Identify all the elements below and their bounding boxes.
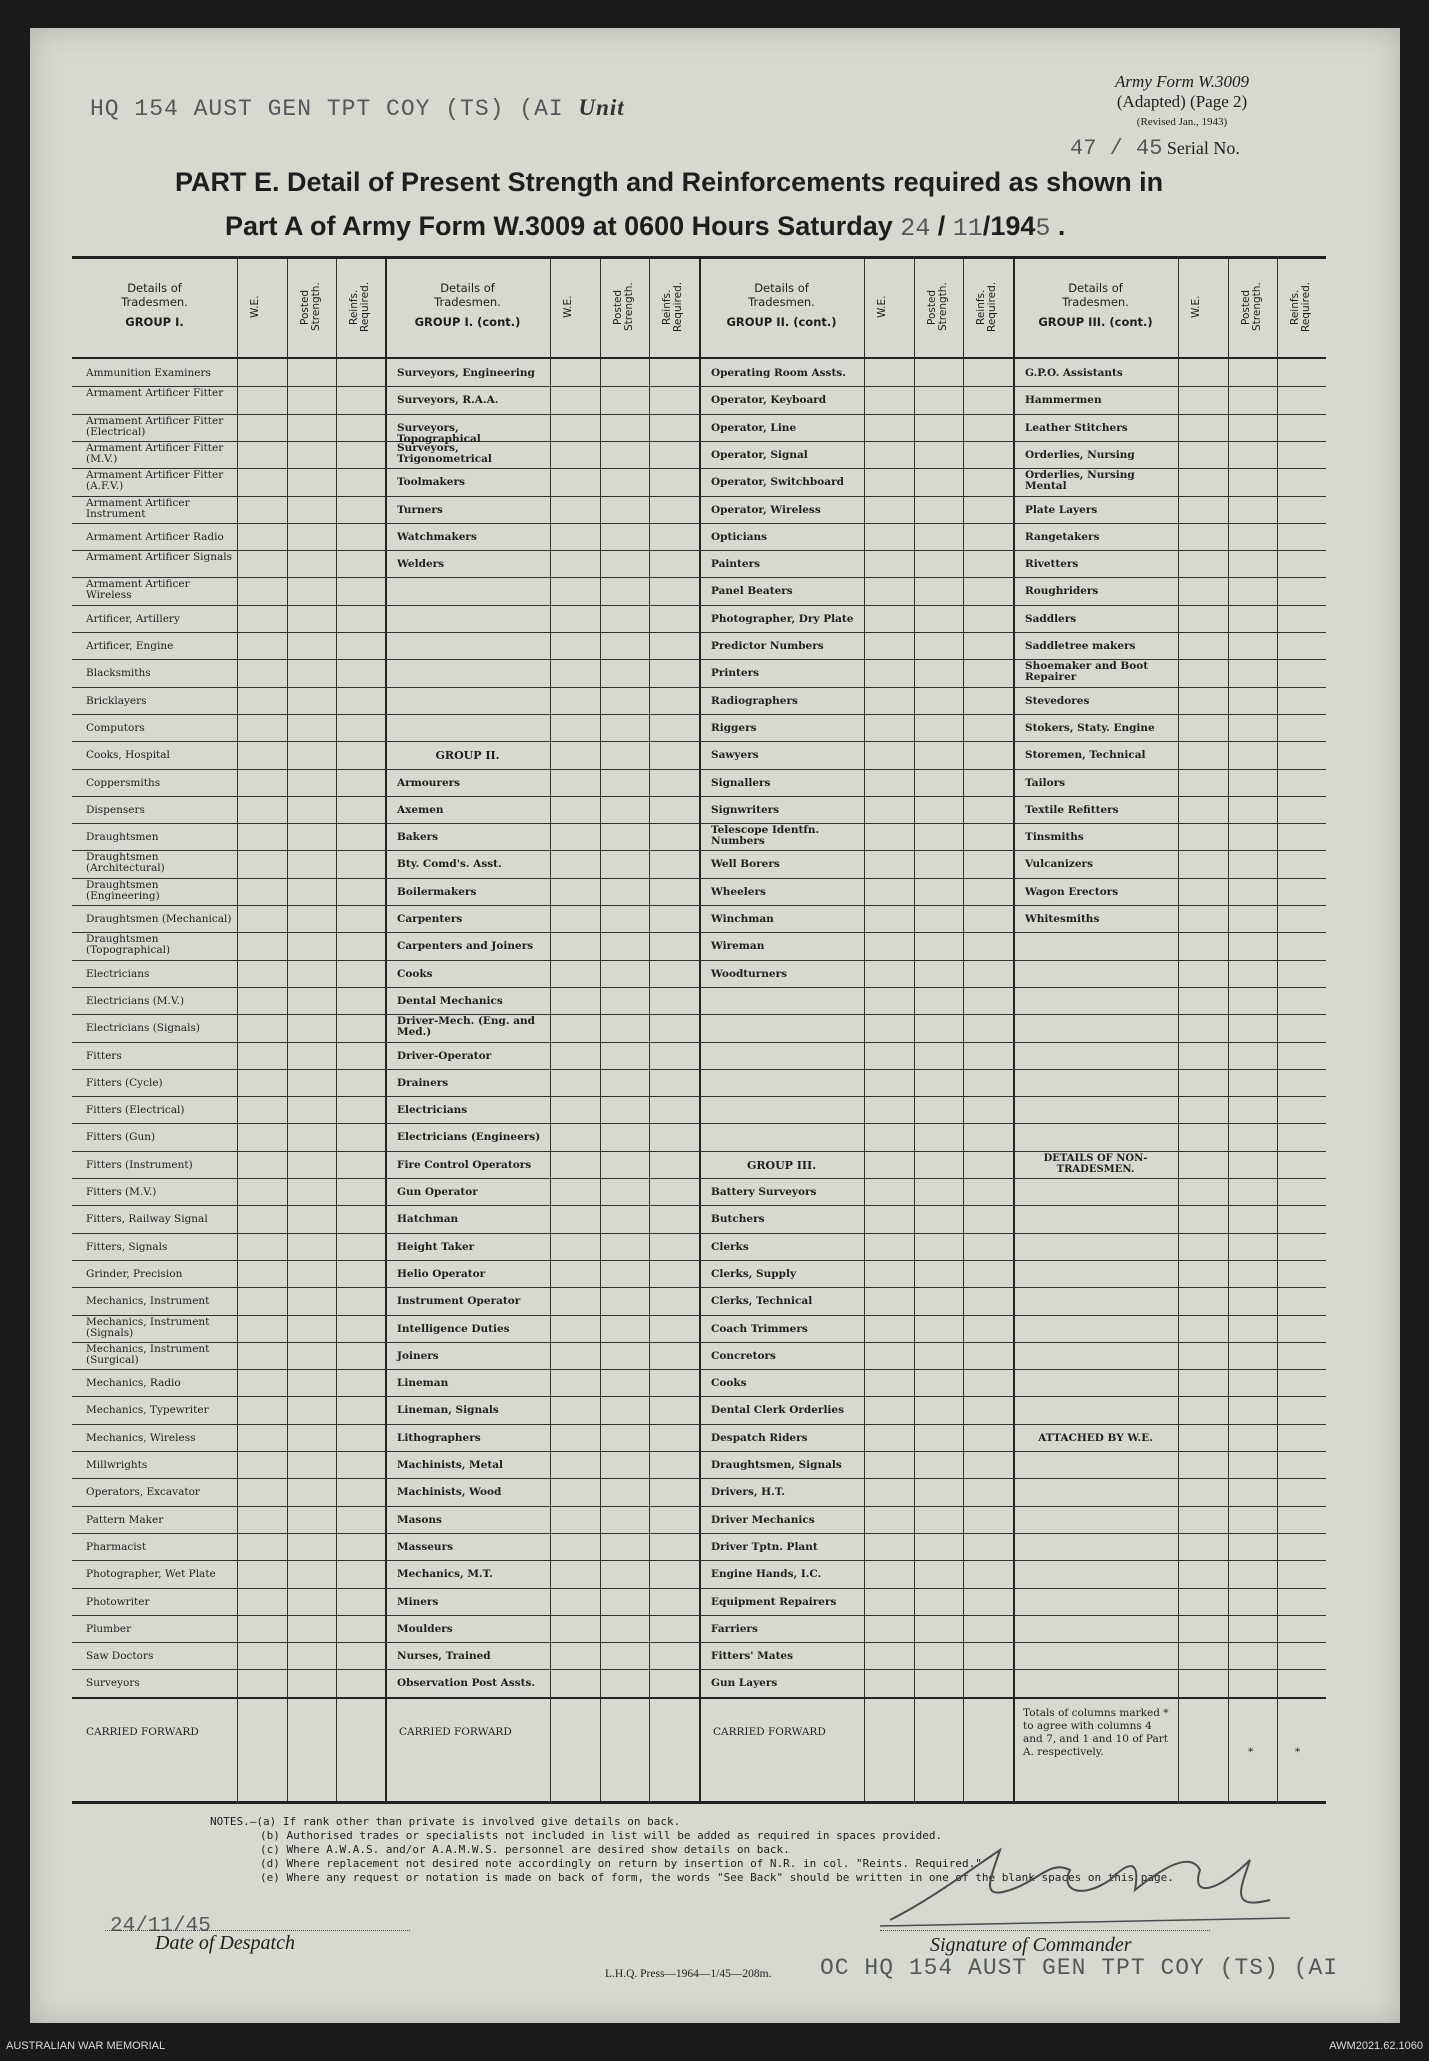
trade-name: Draughtsmen (Topographical) [86,933,171,957]
trade-name: Coach Trimmers [711,1322,808,1335]
trade-name: Helio Operator [397,1267,486,1280]
column-line [864,259,865,1801]
trade-name: Opticians [711,530,768,543]
trade-name: Wheelers [711,885,766,898]
header-reinfs: Reinfs. Required. [974,281,998,333]
unit-label: Unit [578,95,625,120]
row-line [72,468,1326,469]
row-line [72,960,1326,961]
trade-name: Watchmakers [397,530,477,543]
date-year-prefix: 194 [990,211,1036,241]
trade-name: Hammermen [1025,394,1102,407]
column-line [914,259,915,1801]
row-line [72,687,1326,688]
trade-name: Painters [711,558,761,571]
unit-field [90,95,625,122]
column-line [649,259,650,1801]
trade-name: Whitesmiths [1025,913,1100,925]
row-line [72,1342,1326,1343]
trade-name: Hatchman [397,1213,459,1226]
form-adapted: (Adapted) (Page 2) [1116,92,1248,111]
trade-name: Printers [711,667,760,680]
trade-name: Mechanics, Instrument (Surgical) [86,1342,210,1366]
trade-name: Surveyors, R.A.A. [397,394,499,407]
trade-name: Fitters (M.V.) [86,1186,157,1198]
trade-name: Clerks [711,1240,749,1253]
row-line [72,769,1326,770]
row-line [72,1396,1326,1397]
trade-name: Pharmacist [86,1540,147,1553]
trade-name: Mechanics, Instrument [86,1295,210,1308]
header-posted: Posted Strength. [925,282,949,332]
trade-name: Driver Tptn. Plant [711,1540,818,1553]
trade-name: Machinists, Wood [397,1486,502,1499]
trade-name: Operator, Signal [711,448,808,461]
row-line [72,850,1326,851]
trade-name: Mechanics, Typewriter [86,1404,209,1417]
row-line [72,496,1326,497]
trade-name: Orderlies, Nursing [1025,448,1135,461]
group-heading: GROUP II. [435,749,500,763]
trade-name: Operating Room Assts. [711,367,846,379]
trade-name: Roughriders [1025,585,1099,598]
trade-name: Fitters, Signals [86,1240,168,1253]
trade-name: Clerks, Supply [711,1267,797,1280]
row-line [72,1233,1326,1234]
trade-name: Joiners [397,1349,439,1362]
trade-name: Fitters (Electrical) [86,1104,185,1117]
trade-name: Fitters (Gun) [86,1131,156,1144]
trade-name: Surveyors, Trigonometrical [397,441,492,465]
trade-name: Operators, Excavator [86,1486,200,1499]
trade-name: Photographer, Wet Plate [86,1568,216,1581]
row-line [72,1123,1326,1124]
trade-name: Surveyors, Engineering [397,367,535,379]
trade-name: Miners [397,1595,439,1608]
trade-name: Clerks, Technical [711,1295,813,1308]
trade-name: Armament Artificer Radio [86,530,224,543]
trade-name: Operator, Switchboard [711,476,844,489]
row-line [72,1588,1326,1589]
trade-name: Armament Artificer Signals [86,551,232,564]
date-year-digit: 5 [1035,214,1051,243]
trade-name: Telescope Identfn. Numbers [711,824,820,848]
column-line [963,259,964,1801]
row-line [72,1424,1326,1425]
row-line [72,714,1326,715]
trade-name: Surveyors, Topographical [397,421,481,445]
trade-name: Armament Artificer Instrument [86,496,190,520]
trade-name: Pattern Maker [86,1513,164,1526]
column-line [1228,259,1229,1801]
trade-name: Computors [86,721,145,734]
trade-name: Fire Control Operators [397,1158,532,1171]
trade-name: Driver-Operator [397,1049,492,1062]
row-line [72,441,1326,442]
note-b: (b) Authorised trades or specialists not included in list will be added as required in spaces provided. [260,1829,943,1842]
trade-name: Concretors [711,1349,776,1362]
trade-name: Driver-Mech. (Eng. and Med.) [397,1015,535,1039]
row-line [72,1178,1326,1179]
trade-name: Axemen [397,803,444,816]
trade-name: Orderlies, Nursing Mental [1025,469,1135,493]
row-line [72,878,1326,879]
header-group: GROUP I. (cont.) [414,315,521,329]
signature-value: OC HQ 154 AUST GEN TPT COY (TS) (AI [820,1955,1339,1981]
trade-name: Coppersmiths [86,776,161,789]
row-line [72,741,1326,742]
column-line [550,259,551,1801]
column-divider [699,259,701,1801]
trade-name: Cooks, Hospital [86,749,170,762]
trade-name: Driver Mechanics [711,1513,815,1526]
trade-name: Intelligence Duties [397,1322,510,1335]
trade-name: Woodturners [711,967,788,980]
title-text-2: Part A of Army Form W.3009 at 0600 Hours Saturday [225,211,893,241]
row-line [72,632,1326,633]
trade-name: Masseurs [397,1540,454,1553]
trade-name: Mechanics, M.T. [397,1568,493,1581]
asterisk: * [1248,1745,1254,1758]
trade-name: Observation Post Assts. [397,1677,536,1690]
trade-name: Tailors [1025,776,1066,789]
trade-name: Drainers [397,1076,449,1089]
form-number: Army Form W.3009 [1115,72,1249,91]
row-line [72,905,1326,906]
trade-name: Plumber [86,1622,132,1635]
trade-name: Storemen, Technical [1025,749,1146,762]
row-line [72,1315,1326,1316]
group-heading: DETAILS OF NON-TRADESMEN. [1043,1152,1148,1175]
trade-name: Artificer, Artillery [86,612,180,625]
trade-name: Electricians [86,967,150,980]
trade-name: Artificer, Engine [86,640,174,652]
trade-name: Photowriter [86,1595,150,1608]
trade-name: Shoemaker and Boot Repairer [1025,660,1149,684]
trade-name: Battery Surveyors [711,1186,817,1198]
trade-name: Mechanics, Radio [86,1377,181,1390]
trade-name: Fitters [86,1049,122,1062]
column-line [1277,259,1278,1801]
trade-name: Mechanics, Instrument (Signals) [86,1315,210,1339]
header-tradesmen: Tradesmen. [1062,295,1129,309]
trade-name: Operator, Line [711,421,797,434]
trade-name: Fitters (Instrument) [86,1158,193,1171]
row-line [72,796,1326,797]
trade-name: Tinsmiths [1025,831,1084,844]
trade-name: Butchers [711,1213,765,1226]
trade-name: Farriers [711,1622,758,1635]
note-a: NOTES.—(a) If rank other than private is involved give details on back. [210,1815,681,1828]
row-line [72,1506,1326,1507]
row-line [72,577,1326,578]
row-line [72,1151,1326,1152]
trade-name: Plate Layers [1025,503,1098,516]
row-line [72,1096,1326,1097]
column-header [1013,281,1178,329]
trade-name: Stokers, Staty. Engine [1025,721,1155,734]
header-details: Details of [754,281,809,295]
trade-name: Engine Hands, I.C. [711,1568,822,1581]
trade-name: Wireman [711,940,765,953]
header-we: W.E. [249,295,261,319]
trade-name: Machinists, Metal [397,1459,503,1471]
tradesmen-table [72,256,1326,1804]
row-line [72,1069,1326,1070]
archive-id: AWM2021.62.1060 [1329,2040,1423,2052]
serial-value: 47 / 45 [1070,136,1163,161]
trade-name: Photographer, Dry Plate [711,612,854,625]
trade-name: Vulcanizers [1025,858,1094,871]
column-line [1178,259,1179,1801]
trade-name: Masons [397,1513,442,1526]
form-title [170,160,1270,251]
trade-name: Electricians [397,1104,468,1117]
column-line [237,259,238,1801]
row-line [72,823,1326,824]
printer-imprint: L.H.Q. Press—1964—1/45—208m. [605,1968,772,1980]
trade-name: Grinder, Precision [86,1267,183,1280]
trade-name: Predictor Numbers [711,640,824,652]
row-line [72,1042,1326,1043]
carried-forward: CARRIED FORWARD [399,1725,512,1738]
row-line [72,1478,1326,1479]
trade-name: Well Borers [711,858,780,871]
trade-name: Sawyers [711,749,759,762]
header-tradesmen: Tradesmen. [434,295,501,309]
trade-name: Lineman, Signals [397,1404,499,1417]
trade-name: Armament Artificer Fitter (Electrical) [86,414,224,438]
title-line-2: Part A of Army Form W.3009 at 0600 Hours Saturday 24 / 11/1945 . [225,211,1066,243]
row-line [72,1287,1326,1288]
row-line [72,386,1326,387]
date-day: 24 [900,214,931,243]
trade-name: Toolmakers [397,476,465,489]
asterisk: * [1295,1745,1301,1758]
row-line [72,605,1326,606]
trade-name: Signallers [711,776,771,789]
carried-forward: CARRIED FORWARD [713,1725,826,1738]
title-line-1: PART E. Detail of Present Strength and Reinforcements required as shown in [175,167,1164,197]
trade-name: Draughtsmen [86,831,159,844]
column-divider [385,259,387,1801]
trade-name: Saddletree makers [1025,640,1136,652]
row-line [72,550,1326,551]
header-details: Details of [127,281,182,295]
trade-name: Electricians (Engineers) [397,1131,541,1144]
trade-name: Bricklayers [86,694,147,707]
group-heading: ATTACHED BY W.E. [1038,1431,1153,1444]
trade-name: Armourers [397,776,461,789]
trade-name: Ammunition Examiners [86,367,211,379]
trade-name: Draughtsmen (Mechanical) [86,913,232,925]
carried-forward: CARRIED FORWARD [86,1725,199,1738]
header-details: Details of [440,281,495,295]
header-group: GROUP II. (cont.) [726,315,837,329]
row-line [72,1451,1326,1452]
unit-value: HQ 154 AUST GEN TPT COY (TS) (AI [90,96,564,122]
trade-name: Leather Stitchers [1025,421,1128,434]
note-c: (c) Where A.W.A.S. and/or A.A.M.W.S. personnel are desired show details on back. [260,1843,790,1856]
despatch-date-label: Date of Despatch [155,1932,295,1954]
trade-name: Carpenters [397,913,463,925]
serial-label: Serial No. [1166,138,1240,158]
row-line [72,523,1326,524]
signature-scribble [870,1830,1310,1940]
header-we: W.E. [1190,295,1202,319]
trade-name: Radiographers [711,694,798,707]
trade-name: Lineman [397,1377,449,1390]
group-heading: GROUP III. [746,1158,817,1172]
trade-name: Operator, Wireless [711,503,821,516]
note-d: (d) Where replacement not desired note accordingly on return by insertion of N.R. in col. "Reints. Required." [260,1857,982,1870]
column-line [600,259,601,1801]
header-we: W.E. [876,295,888,319]
trade-name: Winchman [711,913,774,925]
trade-name: Bty. Comd's. Asst. [397,858,502,871]
trade-name: Turners [397,503,443,516]
column-line [287,259,288,1801]
row-line [72,1669,1326,1670]
trade-name: Height Taker [397,1240,475,1253]
row-line [72,414,1326,415]
header-reinfs: Reinfs. Required. [1288,281,1312,333]
trade-name: Armament Artificer Fitter (M.V.) [86,441,224,465]
header-rule [72,357,1326,359]
trade-name: Panel Beaters [711,585,793,598]
trade-name: Gun Operator [397,1186,478,1198]
row-line [72,932,1326,933]
row-line [72,1260,1326,1261]
trade-name: Drivers, H.T. [711,1486,785,1499]
signature-line [880,1930,1210,1931]
row-line [72,1560,1326,1561]
trade-name: Draughtsmen, Signals [711,1459,842,1471]
trade-name: Fitters, Railway Signal [86,1213,208,1226]
trade-name: Moulders [397,1622,453,1635]
trade-name: Cooks [711,1377,747,1390]
column-divider [1013,259,1015,1801]
header-tradesmen: Tradesmen. [121,295,188,309]
row-line [72,987,1326,988]
column-header [72,281,237,329]
trade-name: Dental Clerk Orderlies [711,1404,845,1417]
column-header [699,281,864,329]
trade-name: Rangetakers [1025,530,1100,543]
trade-name: Carpenters and Joiners [397,940,534,953]
column-header [385,281,550,329]
trade-name: Lithographers [397,1431,481,1444]
trade-name: Stevedores [1025,694,1090,707]
trade-name: Nurses, Trained [397,1650,491,1663]
header-tradesmen: Tradesmen. [748,295,815,309]
totals-note: Totals of columns marked * to agree with columns 4 and 7, and 1 and 10 of Part A. respectively. [1023,1706,1169,1758]
trade-name: Millwrights [86,1459,148,1471]
serial-number [1070,136,1240,161]
trade-name: Dispensers [86,803,145,816]
trade-name: Signwriters [711,803,780,816]
header-posted: Posted Strength. [611,282,635,332]
trade-name: Draughtsmen (Engineering) [86,878,160,902]
trade-name: Armament Artificer Wireless [86,578,190,602]
trade-name: Dental Mechanics [397,994,503,1007]
trade-name: Boilermakers [397,885,477,898]
header-reinfs: Reinfs. Required. [660,281,684,333]
header-posted: Posted Strength. [298,282,322,332]
header-group: GROUP I. [125,315,184,329]
row-line [72,1533,1326,1534]
trade-name: Fitters (Cycle) [86,1076,163,1089]
trade-name: Armament Artificer Fitter (A.F.V.) [86,469,224,493]
despatch-line [105,1930,410,1931]
trade-name: Cooks [397,967,433,980]
row-line [72,1615,1326,1616]
carried-forward-rule [72,1697,1326,1699]
trade-name: Electricians (M.V.) [86,994,185,1007]
note-e: (e) Where any request or notation is made on back of form, the words "See Back" should be written in one of the blank spaces on this page. [260,1871,1174,1884]
trade-name: Gun Layers [711,1677,778,1690]
trade-name: Equipment Repairers [711,1595,837,1608]
trade-name: Bakers [397,831,439,844]
row-line [72,1369,1326,1370]
trade-name: Wagon Erectors [1025,885,1119,898]
trade-name: Mechanics, Wireless [86,1431,196,1444]
trade-name: Despatch Riders [711,1431,808,1444]
row-line [72,1642,1326,1643]
signature-label: Signature of Commander [930,1934,1132,1956]
trade-name: Welders [397,558,445,571]
trade-name: Saw Doctors [86,1650,154,1663]
despatch-date-value: 24/11/45 [110,1915,211,1938]
trade-name: G.P.O. Assistants [1025,367,1123,379]
trade-name: Surveyors [86,1677,140,1690]
trade-name: Operator, Keyboard [711,394,827,407]
trade-name: Armament Artificer Fitter [86,387,224,400]
trade-name: Riggers [711,721,757,734]
header-details: Details of [1068,281,1123,295]
archive-credit: AUSTRALIAN WAR MEMORIAL [6,2040,166,2052]
trade-name: Blacksmiths [86,667,151,680]
trade-name: Instrument Operator [397,1295,521,1308]
trade-name: Textile Refitters [1025,803,1119,816]
trade-name: Rivetters [1025,558,1079,571]
row-line [72,1205,1326,1206]
column-line [336,259,337,1801]
header-group: GROUP III. (cont.) [1038,315,1153,329]
trade-name: Electricians (Signals) [86,1022,200,1035]
header-reinfs: Reinfs. Required. [347,281,371,333]
header-posted: Posted Strength. [1239,282,1263,332]
header-we: W.E. [562,295,574,319]
trade-name: Draughtsmen (Architectural) [86,851,165,875]
form-reference [1115,72,1249,132]
row-line [72,1014,1326,1015]
trade-name: Fitters' Mates [711,1650,794,1663]
date-month: 11 [952,214,983,243]
form-revised: (Revised Jan., 1943) [1136,116,1228,128]
trade-name: Saddlers [1025,612,1077,625]
